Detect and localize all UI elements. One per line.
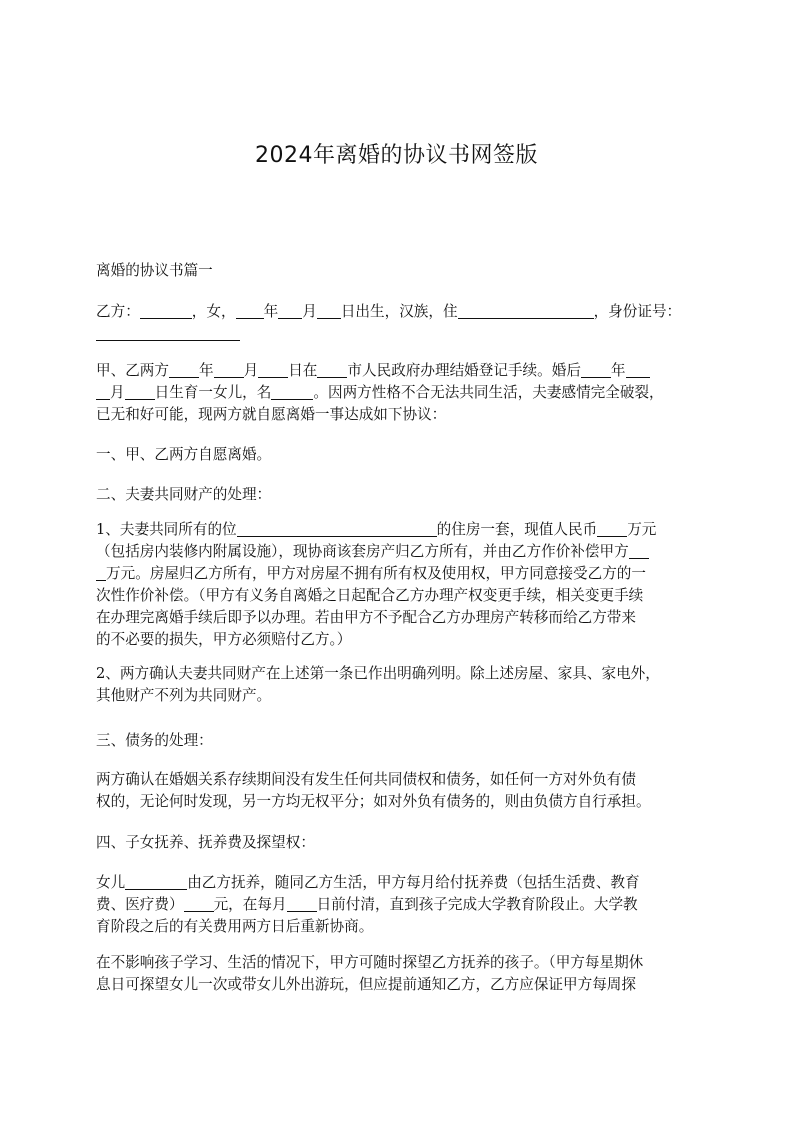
child-name-blank[interactable]	[271, 383, 313, 400]
section-heading: 离婚的协议书篇一	[96, 262, 213, 279]
clause-1: 一、甲、乙两方自愿离婚。	[96, 446, 272, 463]
visitation-paragraph: 在不影响孩子学习、生活的情况下，甲方可随时探望乙方抚养的孩子。（甲方每星期休 息日可探望女儿一次或带女儿外出游玩，但应提前通知乙方，乙方应保证甲方每周探	[96, 954, 644, 993]
clause-3-heading: 三、债务的处理：	[96, 732, 213, 749]
property-value-blank[interactable]	[597, 520, 627, 537]
address-blank[interactable]	[458, 302, 594, 319]
support-amount-blank[interactable]	[184, 895, 214, 912]
marriage-paragraph: 甲、乙两方 年 月 日在 市人民政府办理结婚登记手续。婚后 年 月 日生育一女儿，名 。因两方性格不合无法共同生活，夫妻感情完全破裂， 已无和好可能，现两方就自愿离婚一事达成如下协议：	[96, 362, 664, 423]
city-blank[interactable]	[317, 361, 347, 378]
compensation-blank-a[interactable]	[629, 542, 649, 559]
birth-child-day-blank[interactable]	[125, 383, 155, 400]
id-number-blank[interactable]	[96, 324, 240, 341]
clause-2-heading: 二、夫妻共同财产的处理：	[96, 486, 272, 503]
party-info-line: 乙方： ，女， 年 月 日出生，汉族，住 ，身份证号：	[96, 301, 708, 345]
birth-child-month-blank-b[interactable]	[96, 383, 110, 400]
birth-child-year-blank[interactable]	[581, 361, 611, 378]
birth-day-blank[interactable]	[317, 302, 341, 319]
property-paragraph: 1、夫妻共同所有的位 的住房一套，现值人民币 万元 （包括房内装修内附属设施），现协商该套房产归乙方所有，并由乙方作价补偿甲方 万元。房屋归乙方所有，甲方对房屋不拥有所有权及使用权，甲方同意接受乙方的一 次性作价补偿。（甲方有义务自离婚之日起配合乙方办理产权变更手续，相关变更手续 在办理完离婚手续后即予以办理。若由甲方不予配合乙方办理房产转移而给乙方带来 的不必要的损失，甲方必须赔付乙方。）	[96, 521, 657, 648]
marriage-day-blank[interactable]	[258, 361, 288, 378]
property-paragraph-2: 2、两方确认夫妻共同财产在上述第一条已作出明确列明。除上述房屋、家具、家电外， 其他财产不列为共同财产。	[96, 665, 660, 704]
birth-child-month-blank-a[interactable]	[626, 361, 650, 378]
birth-year-blank[interactable]	[236, 302, 264, 319]
document-title: 2024年离婚的协议书网签版	[255, 143, 538, 168]
property-location-blank[interactable]	[237, 520, 437, 537]
child-support-paragraph: 女儿 由乙方抚养，随同乙方生活，甲方每月给付抚养费（包括生活费、教育 费、医疗费） 元，在每月 日前付清，直到孩子完成大学教育阶段止。大学教 育阶段之后的有关费用两方日后重新协商。	[96, 874, 640, 935]
marriage-month-blank[interactable]	[214, 361, 244, 378]
birth-month-blank[interactable]	[278, 302, 302, 319]
clause-4-heading: 四、子女抚养、抚养费及探望权：	[96, 834, 315, 851]
payment-day-blank[interactable]	[287, 895, 317, 912]
daughter-name-blank[interactable]	[125, 873, 187, 890]
marriage-year-blank[interactable]	[169, 361, 199, 378]
compensation-blank-b[interactable]	[96, 564, 106, 581]
name-blank[interactable]	[140, 302, 192, 319]
debt-paragraph: 两方确认在婚姻关系存续期间没有发生任何共同债权和债务，如任何一方对外负有债 权的，无论何时发现，另一方均无权平分；如对外负有债务的，则由负债方自行承担。	[96, 771, 651, 810]
